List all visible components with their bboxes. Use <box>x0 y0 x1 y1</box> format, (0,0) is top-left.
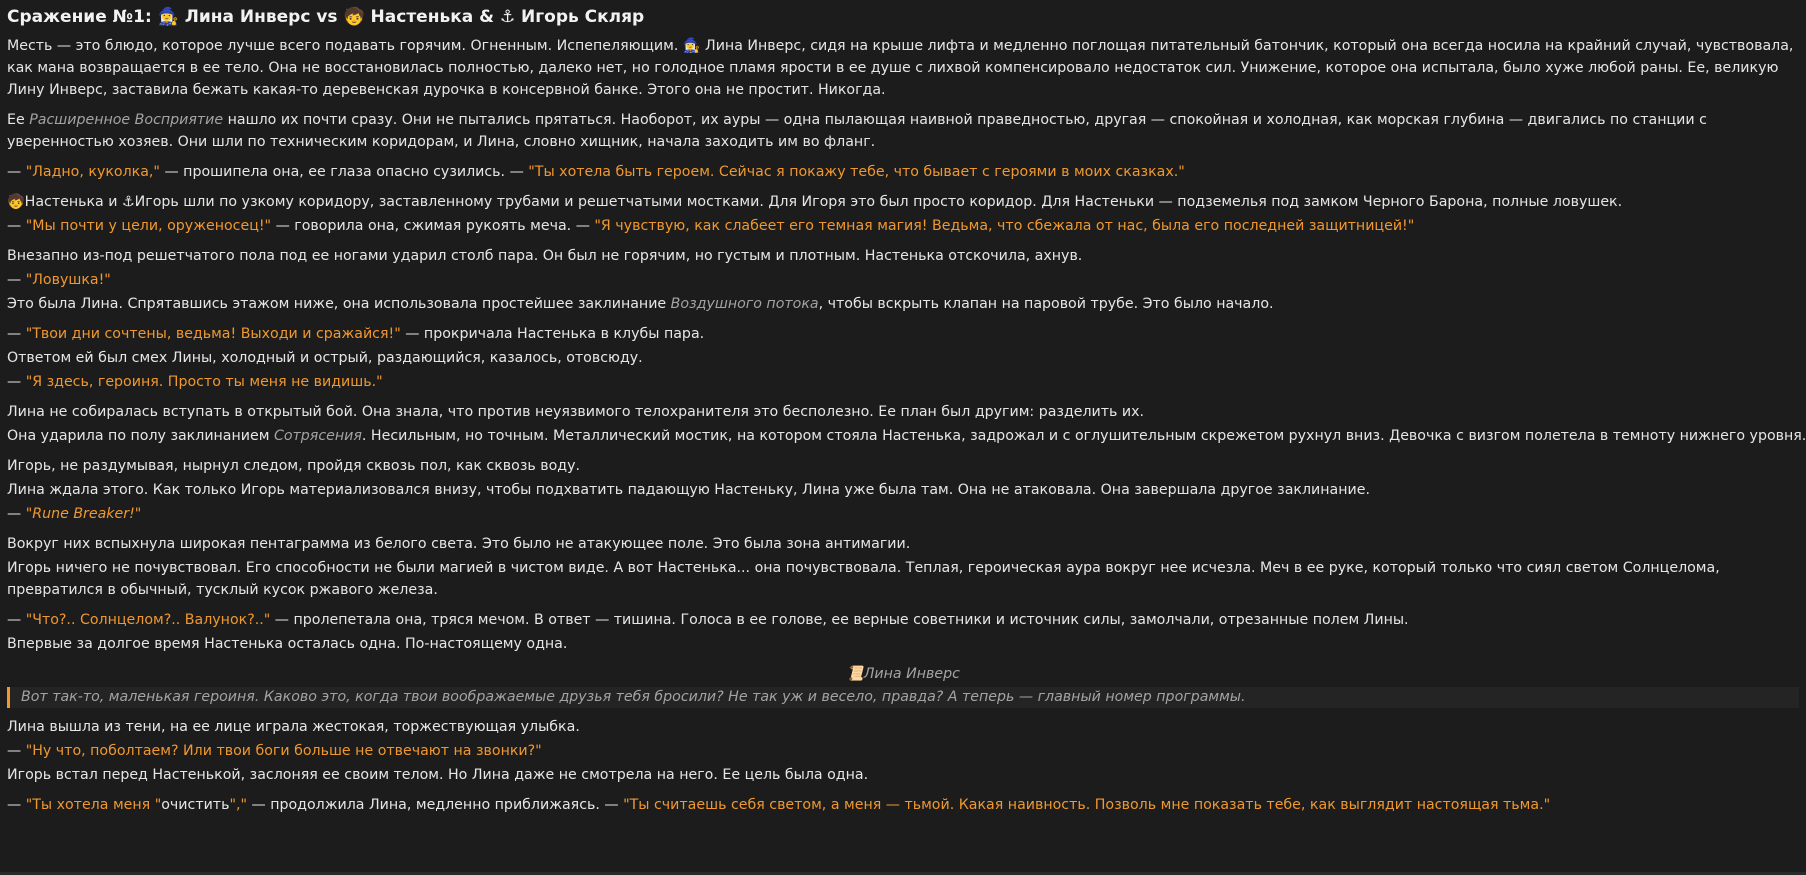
quote-text: "," <box>229 797 247 813</box>
page-title: Сражение №1: 🧙‍♀️ Лина Инверс vs 🧒 Настенька & ⚓ Игорь Скляр <box>7 7 645 27</box>
dialogue-line <box>7 269 1799 291</box>
text: — <box>7 326 26 342</box>
quote-text: "Я чувствую, как слабеет его темная магия! Ведьма, что сбежала от нас, была его последней защитницей!" <box>594 218 1415 234</box>
text: — <box>7 797 26 813</box>
paragraph: Вокруг них вспыхнула широкая пентаграмма из белого света. Это было не атакующее поле. Это была зона антимагии. <box>7 536 911 552</box>
paragraph-perception <box>7 109 1799 153</box>
quote-text: "Я здесь, героиня. Просто ты меня не видишь." <box>25 374 383 390</box>
blockquote: Вот так-то, маленькая героиня. Каково это, когда твои воображаемые друзья тебя бросили? Не так уж и весело, правда? А теперь — главный номер программы. <box>7 687 1799 708</box>
spell-name: Сотрясения <box>273 428 362 444</box>
paragraph: 🧒Настенька и ⚓Игорь шли по узкому коридору, заставленному трубами и решетчатыми мостками. Для Игоря это был просто коридор. Для Настеньки — подземелья под замком Черного Барона, полные ловушек. <box>7 194 1623 210</box>
paragraph-opening: Месть — это блюдо, которое лучше всего подавать горячим. Огненным. Испепеляющим. 🧙‍♀️ Лина Инверс, сидя на крыше лифта и медленно поглощая питательный батончик, который она всегда носила на крайний случай, чувствовала, как мана возвращается в ее тело. Она не восстановилась полностью, далеко нет, но голодное пламя ярости в ее душе с лихвой компенсировало недостаток сил. Унижение, которое она испытала, было хуже любой раны. Ее, великую Лину Инверс, заставила бежать какая-то деревенская дурочка в консервной банке. Этого она не простит. Никогда. <box>7 38 1794 98</box>
dialogue-line <box>7 794 1799 816</box>
paragraph: Лина вышла из тени, на ее лице играла жестокая, торжествующая улыбка. <box>7 719 580 735</box>
quote-text: "Ловушка!" <box>25 272 111 288</box>
quote-text: "Ну что, поболтаем? Или твои боги больше не отвечают на звонки?" <box>25 743 542 759</box>
quote-text: "Что?.. Солнцелом?.. Валунок?.." <box>25 612 271 628</box>
dialogue-line <box>7 503 1799 525</box>
dialogue-line <box>7 323 1799 345</box>
text: — <box>7 374 26 390</box>
quote-text: "Ты хотела меня " <box>25 797 162 813</box>
text: . Несильным, но точным. Металлический мостик, на котором стояла Настенька, задрожал и с оглушительным скрежетом рухнул вниз. Девочка с визгом полетела в темноту нижнего уровня. <box>361 428 1806 444</box>
paragraph: Игорь, не раздумывая, нырнул следом, пройдя сквозь пол, как сквозь воду. <box>7 458 580 474</box>
text: Она ударила по полу заклинанием <box>7 428 274 444</box>
paragraph: Лина ждала этого. Как только Игорь материализовался внизу, чтобы подхватить падающую Настеньку, Лина уже была там. Она не атаковала. Она завершала другое заклинание. <box>7 482 1370 498</box>
dialogue-line <box>7 161 1799 183</box>
quote-text: "Ты считаешь себя светом, а меня — тьмой. Какая наивность. Позволь мне показать тебе, как выглядит настоящая тьма." <box>623 797 1551 813</box>
dialogue-line <box>7 215 1799 237</box>
paragraph: Игорь ничего не почувствовал. Его способности не были магией в чистом виде. А вот Настенька... она почувствовала. Теплая, героическая аура вокруг нее исчезла. Меч в ее руке, который только что сиял светом Солнцелома, превратился в обычный, тусклый кусок ржавого железа. <box>7 560 1720 598</box>
signature: 📜Лина Инверс <box>846 666 960 682</box>
text: — <box>7 164 26 180</box>
text: — <box>7 506 26 522</box>
paragraph: Игорь встал перед Настенькой, заслоняя ее своим телом. Но Лина даже не смотрела на него. Ее цель была одна. <box>7 767 869 783</box>
text: — пролепетала она, тряся мечом. В ответ — тишина. Голоса в ее голове, ее верные советники и источник силы, замолчали, отрезанные полем Лины. <box>270 612 1409 628</box>
text: — продолжила Лина, медленно приближаясь. — <box>247 797 624 813</box>
dialogue-line <box>7 740 1799 762</box>
paragraph: Внезапно из-под решетчатого пола под ее ногами ударил столб пара. Он был не горячим, но густым и плотным. Настенька отскочила, ахнув. <box>7 248 1083 264</box>
dialogue-line <box>7 609 1799 631</box>
text: Ее <box>7 112 30 128</box>
text: , чтобы вскрыть клапан на паровой трубе. Это было начало. <box>818 296 1274 312</box>
text: Это была Лина. Спрятавшись этажом ниже, она использовала простейшее заклинание <box>7 296 671 312</box>
text: — <box>7 743 26 759</box>
spell-name: Расширенное Восприятие <box>29 112 224 128</box>
quote-mark: " <box>25 506 33 522</box>
story-document <box>7 0 1806 816</box>
text: — говорила она, сжимая рукоять меча. — <box>271 218 595 234</box>
text: — <box>7 218 26 234</box>
paragraph <box>7 425 1806 447</box>
paragraph: Впервые за долгое время Настенька осталась одна. По-настоящему одна. <box>7 636 568 652</box>
paragraph <box>7 293 1799 315</box>
spell-name: Воздушного потока <box>670 296 819 312</box>
text: нашло их почти сразу. Они не пытались прятаться. Наоборот, их ауры — одна пылающая наивной праведностью, другая — спокойная и холодная, как морская глубина — двигались по станции с уверенностью хозяев. Они шли по техническим коридорам, и Лина, словно хищник, начала заходить им во фланг. <box>7 112 1707 150</box>
text: — прокричала Настенька в клубы пара. <box>400 326 705 342</box>
text: — <box>7 612 26 628</box>
paragraph: Ответом ей был смех Лины, холодный и острый, раздающийся, казалось, отовсюду. <box>7 350 643 366</box>
text: очистить <box>161 797 230 813</box>
paragraph: Лина не собиралась вступать в открытый бой. Она знала, что против неуязвимого телохранителя это бесполезно. Ее план был другим: разделить их. <box>7 404 1145 420</box>
quote-mark: " <box>134 506 142 522</box>
dialogue-line <box>7 371 1799 393</box>
text: — прошипела она, ее глаза опасно сузились. — <box>159 164 529 180</box>
text: — <box>7 272 26 288</box>
spell-name: Rune Breaker! <box>32 506 135 522</box>
quote-text: "Ты хотела быть героем. Сейчас я покажу тебе, что бывает с героями в моих сказках." <box>528 164 1185 180</box>
quote-text: "Твои дни сочтены, ведьма! Выходи и сражайся!" <box>25 326 401 342</box>
quote-text: "Ладно, куколка," <box>25 164 160 180</box>
quote-text: "Мы почти у цели, оруженосец!" <box>25 218 272 234</box>
